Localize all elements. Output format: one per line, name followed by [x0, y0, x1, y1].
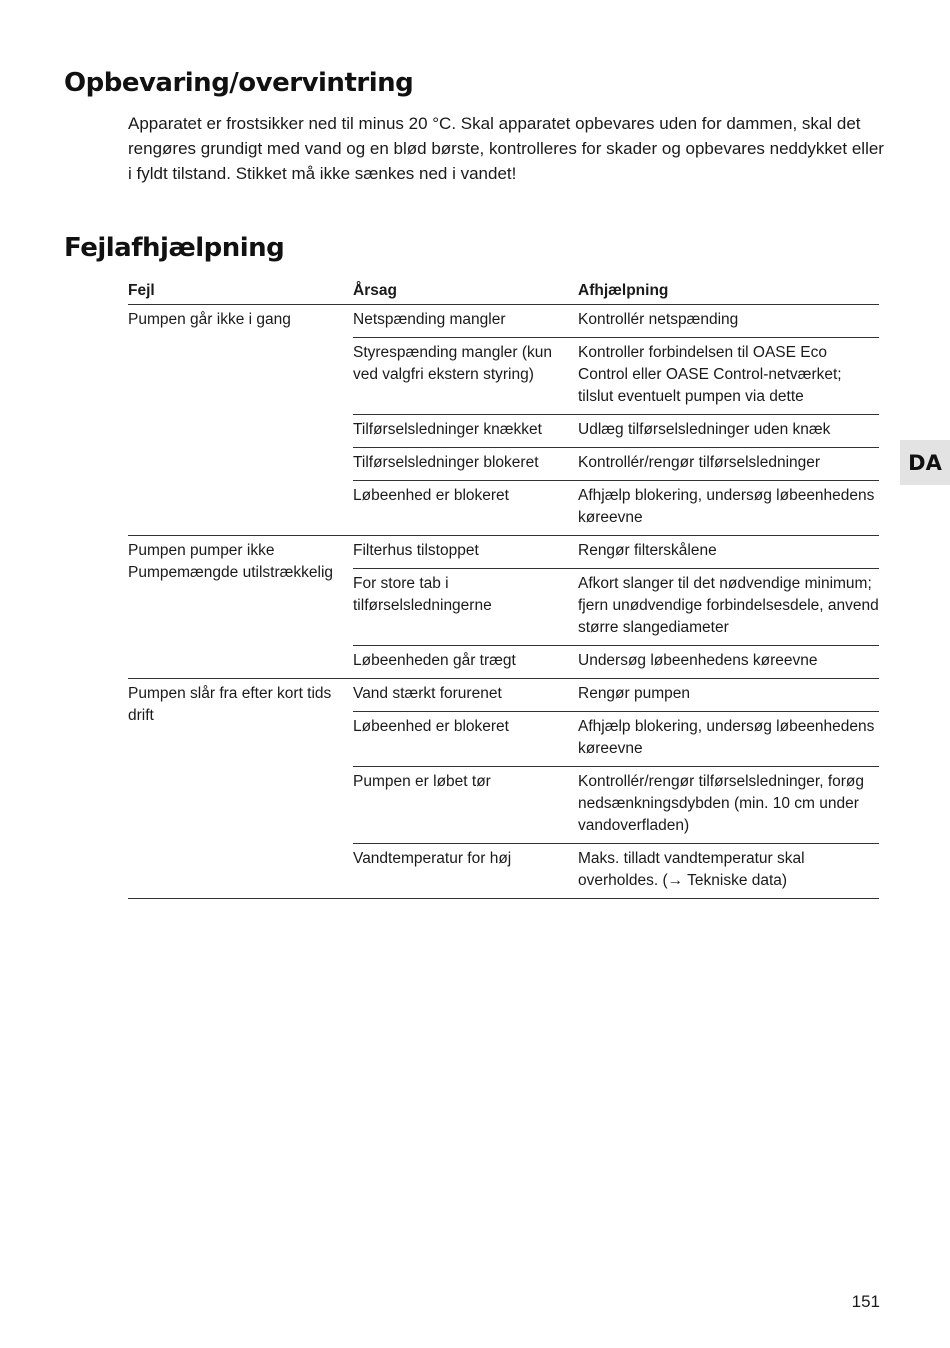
- cause-cell: Løbeenhed er blokeret: [353, 718, 509, 735]
- remedy-cell: Kontroller forbindelsen til OASE Eco Control eller OASE Control-netværket; tilslut eventuelt pumpen via dette: [578, 344, 842, 405]
- table-row: [353, 679, 879, 711]
- remedy-cell: Maks. tilladt vandtemperatur skal overholdes. (→ Tekniske data): [578, 850, 805, 889]
- cause-cell: Styrespænding mangler (kun ved valgfri ekstern styring): [353, 344, 553, 383]
- table-row: [353, 711, 879, 766]
- table-row: [353, 414, 879, 447]
- cause-cell: Netspænding mangler: [353, 311, 506, 328]
- troubleshooting-table: [128, 278, 879, 899]
- table-row: [353, 447, 879, 480]
- column-header-remedy: Afhjælpning: [578, 282, 669, 299]
- remedy-cell: Rengør filterskålene: [578, 542, 717, 559]
- troubleshooting-heading: Fejlafhjælpning: [64, 233, 285, 263]
- remedy-cell: Afhjælp blokering, undersøg løbeenhedens køreevne: [578, 487, 875, 526]
- language-tab: DA: [900, 440, 950, 485]
- cause-cell: Løbeenhed er blokeret: [353, 487, 509, 504]
- remedy-cell: Rengør pumpen: [578, 685, 691, 702]
- remedy-cell: Undersøg løbeenhedens køreevne: [578, 652, 818, 669]
- cause-cell: Filterhus tilstoppet: [353, 542, 479, 559]
- storage-paragraph: Apparatet er frostsikker ned til minus 20 °C. Skal apparatet opbevares uden for dammen, skal det rengøres grundigt med vand og en blød børste, kontrolleres for skader og opbevares neddykket eller i fyldt tilstand. Stikket må ikke sænkes ned i vandet!: [128, 114, 884, 183]
- table-row: [353, 645, 879, 678]
- fault-cell: Pumpen slår fra efter kort tids drift: [128, 685, 332, 724]
- remedy-cell: Kontrollér/rengør tilførselsledninger: [578, 454, 821, 471]
- table-row: [353, 480, 879, 535]
- storage-heading: Opbevaring/overvintring: [64, 68, 414, 98]
- fault-cell: Pumpen går ikke i gang: [128, 311, 291, 328]
- table-row: [353, 766, 879, 843]
- table-row: [353, 536, 879, 568]
- column-header-fault: Fejl: [128, 282, 155, 299]
- cause-cell: Tilførselsledninger knækket: [353, 421, 542, 438]
- table-row: [353, 843, 879, 898]
- remedy-cell: Kontrollér netspænding: [578, 311, 739, 328]
- remedy-cell: Kontrollér/rengør tilførselsledninger, forøg nedsænkningsdybden (min. 10 cm under vandoverfladen): [578, 773, 865, 834]
- remedy-cell: Afhjælp blokering, undersøg løbeenhedens køreevne: [578, 718, 875, 757]
- remedy-cell: Afkort slanger til det nødvendige minimum; fjern unødvendige forbindelsesdele, anvend større slangediameter: [578, 575, 879, 636]
- remedy-cell: Udlæg tilførselsledninger uden knæk: [578, 421, 831, 438]
- table-header: [128, 278, 879, 305]
- fault-group: [128, 679, 879, 899]
- table-row: [353, 305, 879, 337]
- fault-group: [128, 536, 879, 679]
- cause-cell: Vand stærkt forurenet: [353, 685, 502, 702]
- column-header-cause: Årsag: [353, 282, 397, 299]
- cause-cell: Pumpen er løbet tør: [353, 773, 491, 790]
- fault-group: [128, 305, 879, 536]
- cause-cell: Vandtemperatur for høj: [353, 850, 512, 867]
- cause-cell: Tilførselsledninger blokeret: [353, 454, 539, 471]
- table-row: [353, 568, 879, 645]
- fault-cell: Pumpen pumper ikke Pumpemængde utilstrækkelig: [128, 542, 334, 581]
- table-row: [353, 337, 879, 414]
- cause-cell: For store tab i tilførselsledningerne: [353, 575, 492, 614]
- cause-cell: Løbeenheden går trægt: [353, 652, 516, 669]
- page-number: 151: [851, 1292, 880, 1311]
